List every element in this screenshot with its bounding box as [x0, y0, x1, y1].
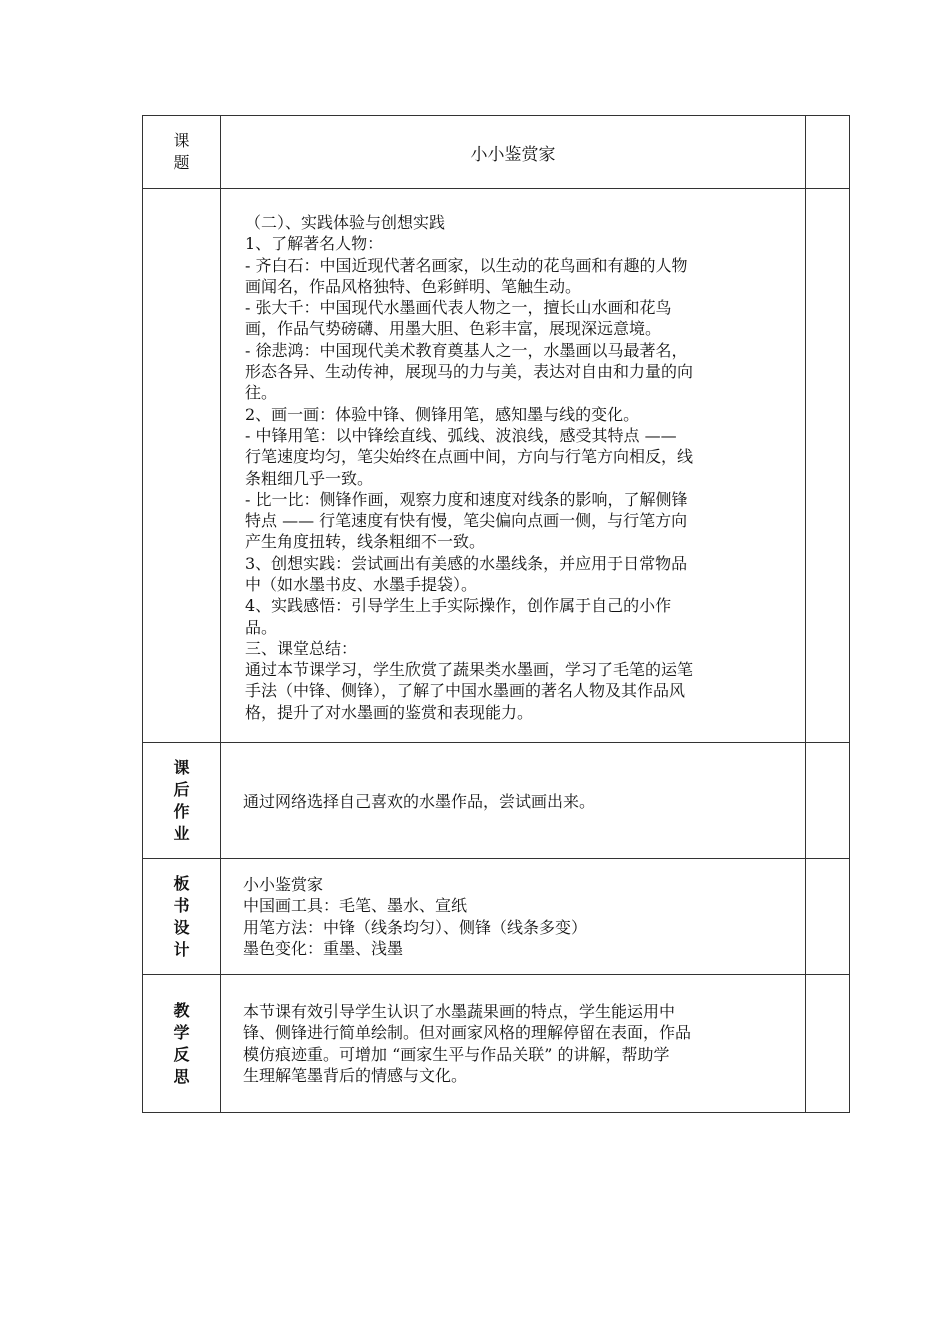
process-line: 画闻名，作品风格独特、色彩鲜明、笔触生动。 — [245, 276, 582, 296]
board-line: 墨色变化：重墨、浅墨 — [243, 938, 404, 958]
row-title — [143, 116, 850, 189]
board-line: 中国画工具：毛笔、墨水、宣纸 — [243, 896, 468, 916]
process-line: - 中锋用笔：以中锋绘直线、弧线、波浪线，感受其特点 —— — [245, 425, 677, 445]
homework-text: 通过网络选择自己喜欢的水墨作品，尝试画出来。 — [243, 791, 596, 811]
empty-cell — [806, 743, 850, 859]
homework-content — [221, 743, 806, 859]
label-char: 题 — [173, 153, 190, 172]
label-char: 学 — [173, 1022, 190, 1042]
process-line: 4、实践感悟：引导学生上手实际操作，创作属于自己的小作 — [245, 596, 672, 616]
process-line: 三、课堂总结： — [245, 638, 358, 658]
label-char: 设 — [173, 917, 190, 937]
reflection-content — [221, 975, 806, 1113]
empty-cell — [806, 975, 850, 1113]
label-char: 板 — [173, 873, 190, 893]
process-line: 通过本节课学习，学生欣赏了蔬果类水墨画，学习了毛笔的运笔 — [245, 660, 694, 680]
process-line: - 徐悲鸿：中国现代美术教育奠基人之一，水墨画以马最著名， — [245, 340, 688, 360]
label-cell-reflection — [143, 975, 221, 1113]
process-line: 特点 —— 行笔速度有快有慢，笔尖偏向点画一侧，与行笔方向 — [245, 511, 688, 531]
process-line: - 齐白石：中国近现代著名画家，以生动的花鸟画和有趣的人物 — [245, 255, 688, 275]
process-line: 中（如水墨书皮、水墨手提袋）。 — [245, 574, 478, 594]
row-board-design — [143, 859, 850, 975]
lesson-plan-table — [142, 115, 850, 1113]
label-cell-homework — [143, 743, 221, 859]
board-line: 小小鉴赏家 — [243, 874, 324, 894]
label-char: 计 — [173, 939, 190, 959]
process-line: 2、画一画：体验中锋、侧锋用笔，感知墨与线的变化。 — [245, 404, 640, 424]
process-line: 1、了解著名人物： — [245, 234, 384, 254]
process-line: 画，作品气势磅礴、用墨大胆、色彩丰富，展现深远意境。 — [245, 319, 662, 339]
label-char: 课 — [173, 131, 190, 150]
process-line: 形态各异、生动传神，展现马的力与美，表达对自由和力量的向 — [245, 362, 694, 382]
label-char: 反 — [173, 1044, 190, 1064]
process-line: 往。 — [245, 383, 278, 403]
process-line: 3、创想实践：尝试画出有美感的水墨线条，并应用于日常物品 — [245, 553, 688, 573]
process-line: 格，提升了对水墨画的鉴赏和表现能力。 — [245, 702, 534, 722]
row-reflection — [143, 975, 850, 1113]
row-process — [143, 189, 850, 743]
label-char: 思 — [173, 1066, 190, 1086]
process-content — [221, 189, 806, 743]
reflection-line: 本节课有效引导学生认识了水墨蔬果画的特点，学生能运用中 — [243, 1001, 676, 1021]
empty-cell — [806, 189, 850, 743]
process-line: 条粗细几乎一致。 — [245, 468, 374, 488]
board-line: 用笔方法：中锋（线条均匀）、侧锋（线条多变） — [243, 917, 588, 937]
process-line: 手法（中锋、侧锋），了解了中国水墨画的著名人物及其作品风 — [245, 681, 686, 701]
process-line: 产生角度扭转，线条粗细不一致。 — [245, 532, 486, 552]
label-char: 后 — [173, 779, 190, 799]
process-line: - 张大千：中国现代水墨画代表人物之一，擅长山水画和花鸟 — [245, 298, 672, 318]
label-char: 课 — [173, 757, 190, 777]
row-homework — [143, 743, 850, 859]
reflection-line: 锋、侧锋进行简单绘制。但对画家风格的理解停留在表面，作品 — [243, 1023, 692, 1043]
process-line: 行笔速度均匀，笔尖始终在点画中间，方向与行笔方向相反，线 — [245, 447, 694, 467]
empty-cell — [806, 116, 850, 189]
lesson-title: 小小鉴赏家 — [221, 116, 806, 189]
label-cell-board-design — [143, 859, 221, 975]
label-char: 书 — [173, 895, 190, 915]
label-char: 业 — [173, 823, 190, 843]
process-line: 品。 — [245, 617, 278, 637]
reflection-line: 模仿痕迹重。可增加 “画家生平与作品关联” 的讲解，帮助学 — [243, 1044, 670, 1064]
board-design-content — [221, 859, 806, 975]
empty-cell — [806, 859, 850, 975]
process-line: - 比一比：侧锋作画，观察力度和速度对线条的影响，了解侧锋 — [245, 489, 688, 509]
process-line: （二）、实践体验与创想实践 — [245, 212, 446, 232]
label-cell-title — [143, 116, 221, 189]
reflection-line: 生理解笔墨背后的情感与文化。 — [243, 1065, 468, 1085]
label-char: 作 — [173, 801, 190, 821]
label-char: 教 — [173, 1000, 190, 1020]
label-cell-process — [143, 189, 221, 743]
